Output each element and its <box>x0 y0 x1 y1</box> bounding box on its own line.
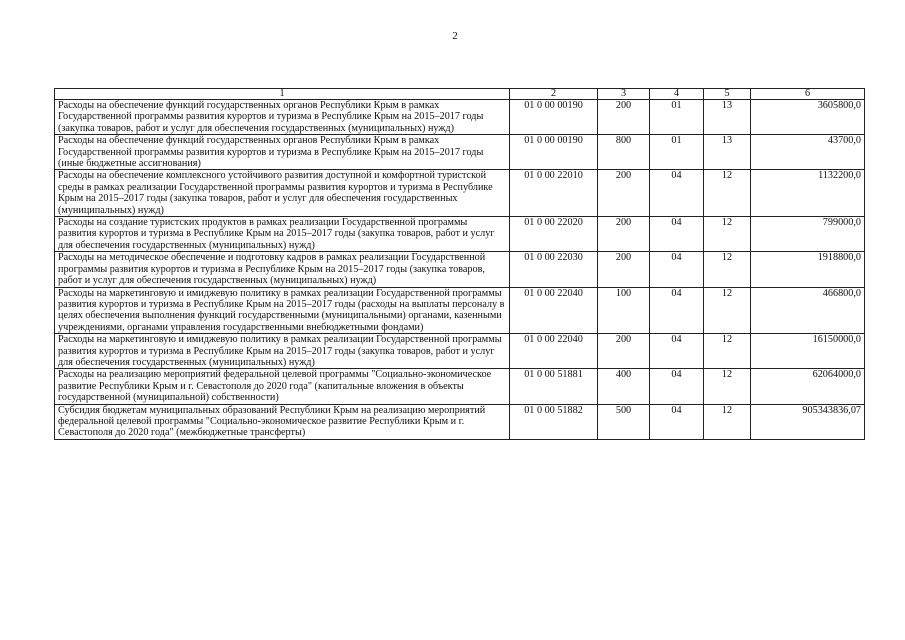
budget-code: 01 0 00 51882 <box>510 404 598 439</box>
amount: 16150000,0 <box>751 334 865 369</box>
expense-type: 200 <box>598 252 650 287</box>
budget-code: 01 0 00 22010 <box>510 170 598 217</box>
amount: 3605800,0 <box>751 100 865 135</box>
column-header: 1 <box>55 89 510 100</box>
page-number: 2 <box>452 30 458 42</box>
subsection: 12 <box>704 369 751 404</box>
table-row <box>55 287 865 334</box>
expense-type: 200 <box>598 100 650 135</box>
column-header: 2 <box>510 89 598 100</box>
amount: 1132200,0 <box>751 170 865 217</box>
amount: 799000,0 <box>751 217 865 252</box>
table-row <box>55 170 865 217</box>
expense-description: Расходы на создание туристских продуктов в рамках реализации Государственной программы развития курортов и туризма в Республике Крым на 2015–2017 годы (закупка товаров, работ и услуг для обеспечения государственных (муниципальных) нужд) <box>55 217 510 252</box>
amount: 466800,0 <box>751 287 865 334</box>
column-header: 4 <box>650 89 704 100</box>
expense-description: Расходы на обеспечение функций государственных органов Республики Крым в рамках Государственной программы развития курортов и туризма в Республике Крым на 2015–2017 годы (закупка товаров, работ и услуг для обеспечения государственных (муниципальных) нужд) <box>55 100 510 135</box>
table-row <box>55 369 865 404</box>
amount: 43700,0 <box>751 135 865 170</box>
expense-description: Расходы на маркетинговую и имиджевую политику в рамках реализации Государственной программы развития курортов и туризма в Республике Крым на 2015–2017 годы (расходы на выплаты персоналу в целях обеспечения выполнения функций государственными (муниципальными) органами, казенными учреждениями, органами управления государственными внебюджетными фондами) <box>55 287 510 334</box>
expense-type: 800 <box>598 135 650 170</box>
section: 04 <box>650 404 704 439</box>
subsection: 12 <box>704 252 751 287</box>
subsection: 12 <box>704 217 751 252</box>
section: 04 <box>650 170 704 217</box>
subsection: 13 <box>704 135 751 170</box>
column-header: 3 <box>598 89 650 100</box>
expense-type: 200 <box>598 334 650 369</box>
section: 01 <box>650 135 704 170</box>
budget-table <box>54 88 865 440</box>
expense-type: 200 <box>598 170 650 217</box>
budget-code: 01 0 00 22040 <box>510 334 598 369</box>
budget-code: 01 0 00 22040 <box>510 287 598 334</box>
expense-description: Расходы на обеспечение функций государственных органов Республики Крым в рамках Государственной программы развития курортов и туризма в Республике Крым на 2015–2017 годы (иные бюджетные ассигнования) <box>55 135 510 170</box>
section: 04 <box>650 334 704 369</box>
table-row <box>55 252 865 287</box>
section: 04 <box>650 217 704 252</box>
section: 01 <box>650 100 704 135</box>
expense-description: Субсидия бюджетам муниципальных образований Республики Крым на реализацию мероприятий федеральной целевой программы "Социально-экономическое развитие Республики Крым и г. Севастополя до 2020 года" (межбюджетные трансферты) <box>55 404 510 439</box>
table-row <box>55 135 865 170</box>
table-row <box>55 334 865 369</box>
section: 04 <box>650 287 704 334</box>
amount: 905343836,07 <box>751 404 865 439</box>
expense-type: 200 <box>598 217 650 252</box>
subsection: 13 <box>704 100 751 135</box>
table-row <box>55 404 865 439</box>
section: 04 <box>650 252 704 287</box>
expense-description: Расходы на методическое обеспечение и подготовку кадров в рамках реализации Государственной программы развития курортов и туризма в Республике Крым на 2015–2017 годы (закупка товаров, работ и услуг для обеспечения государственных (муниципальных) нужд) <box>55 252 510 287</box>
expense-type: 100 <box>598 287 650 334</box>
column-header: 6 <box>751 89 865 100</box>
expense-type: 500 <box>598 404 650 439</box>
expense-description: Расходы на маркетинговую и имиджевую политику в рамках реализации Государственной программы развития курортов и туризма в Республике Крым на 2015–2017 годы (закупка товаров, работ и услуг для обеспечения государственных (муниципальных) нужд) <box>55 334 510 369</box>
column-header: 5 <box>704 89 751 100</box>
subsection: 12 <box>704 404 751 439</box>
amount: 1918800,0 <box>751 252 865 287</box>
budget-code: 01 0 00 22030 <box>510 252 598 287</box>
table-row <box>55 217 865 252</box>
subsection: 12 <box>704 170 751 217</box>
header-row <box>55 89 865 100</box>
expense-type: 400 <box>598 369 650 404</box>
budget-code: 01 0 00 00190 <box>510 135 598 170</box>
budget-code: 01 0 00 22020 <box>510 217 598 252</box>
amount: 62064000,0 <box>751 369 865 404</box>
expense-description: Расходы на реализацию мероприятий федеральной целевой программы "Социально-экономическое развитие Республики Крым и г. Севастополя до 2020 года" (капитальные вложения в объекты государственной (муниципальной) собственности) <box>55 369 510 404</box>
table-row <box>55 100 865 135</box>
budget-code: 01 0 00 51881 <box>510 369 598 404</box>
section: 04 <box>650 369 704 404</box>
subsection: 12 <box>704 287 751 334</box>
budget-code: 01 0 00 00190 <box>510 100 598 135</box>
subsection: 12 <box>704 334 751 369</box>
expense-description: Расходы на обеспечение комплексного устойчивого развития доступной и комфортной туристской среды в рамках реализации Государственной программы развития курортов и туризма в Республике Крым на 2015–2017 годы (закупка товаров, работ и услуг для обеспечения государственных (муниципальных) нужд) <box>55 170 510 217</box>
